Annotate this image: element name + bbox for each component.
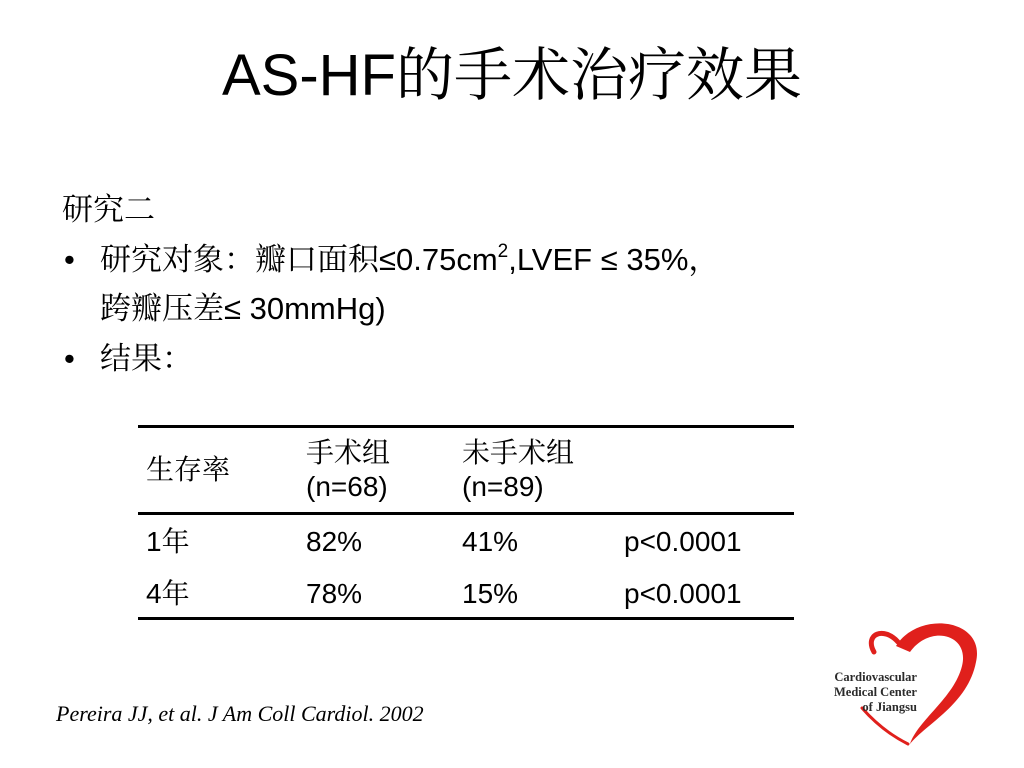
header-no-surgery-group-label: 未手术组 (462, 437, 575, 468)
cell-surgery: 82% (306, 526, 363, 557)
bullet-item-subjects (62, 238, 962, 331)
subjects-text: 研究对象：瓣口面积≤0.75cm (100, 242, 498, 277)
header-no-surgery-group-n: (n=89) (462, 471, 544, 502)
header-surgery-group (298, 427, 454, 514)
survival-table (138, 425, 794, 620)
logo-text (834, 670, 917, 715)
slide-title: AS-HF的手术治疗效果 (221, 43, 802, 108)
bullet-icon: • (64, 242, 75, 277)
header-survival-rate-label: 生存率 (146, 454, 231, 485)
bullet-list (62, 238, 962, 381)
table-row (138, 565, 794, 619)
header-surgery-group-n: (n=68) (306, 471, 388, 502)
cell-no-surgery: 15% (462, 578, 519, 609)
superscript-two: 2 (497, 241, 509, 262)
study-label: 研究二 (62, 192, 155, 227)
logo-line2: Medical Center (834, 685, 917, 699)
table-header-row (138, 427, 794, 514)
header-surgery-group-label: 手术组 (306, 437, 391, 468)
logo-line3: of Jiangsu (862, 700, 917, 714)
logo (826, 612, 986, 754)
bullet-icon: • (64, 341, 75, 376)
cell-surgery: 78% (306, 578, 363, 609)
results-text: 结果： (100, 341, 193, 376)
bullet-item-results (62, 337, 962, 381)
header-p-value (616, 427, 794, 514)
citation: Pereira JJ, et al. J Am Coll Cardiol. 2002 (56, 701, 424, 726)
cell-p-value: p<0.0001 (624, 578, 742, 609)
slide-content (62, 188, 962, 387)
header-survival-rate (138, 427, 298, 514)
cell-p-value: p<0.0001 (624, 526, 742, 557)
cell-period: 4年 (146, 578, 190, 609)
cell-period: 1年 (146, 526, 190, 557)
logo-line1: Cardiovascular (834, 670, 917, 684)
subjects-text-line2: 跨瓣压差≤ 30mmHg) (100, 291, 386, 326)
table-row (138, 514, 794, 566)
header-no-surgery-group (454, 427, 616, 514)
cell-no-surgery: 41% (462, 526, 519, 557)
subjects-text-cont: ,LVEF ≤ 35%， (508, 242, 720, 277)
